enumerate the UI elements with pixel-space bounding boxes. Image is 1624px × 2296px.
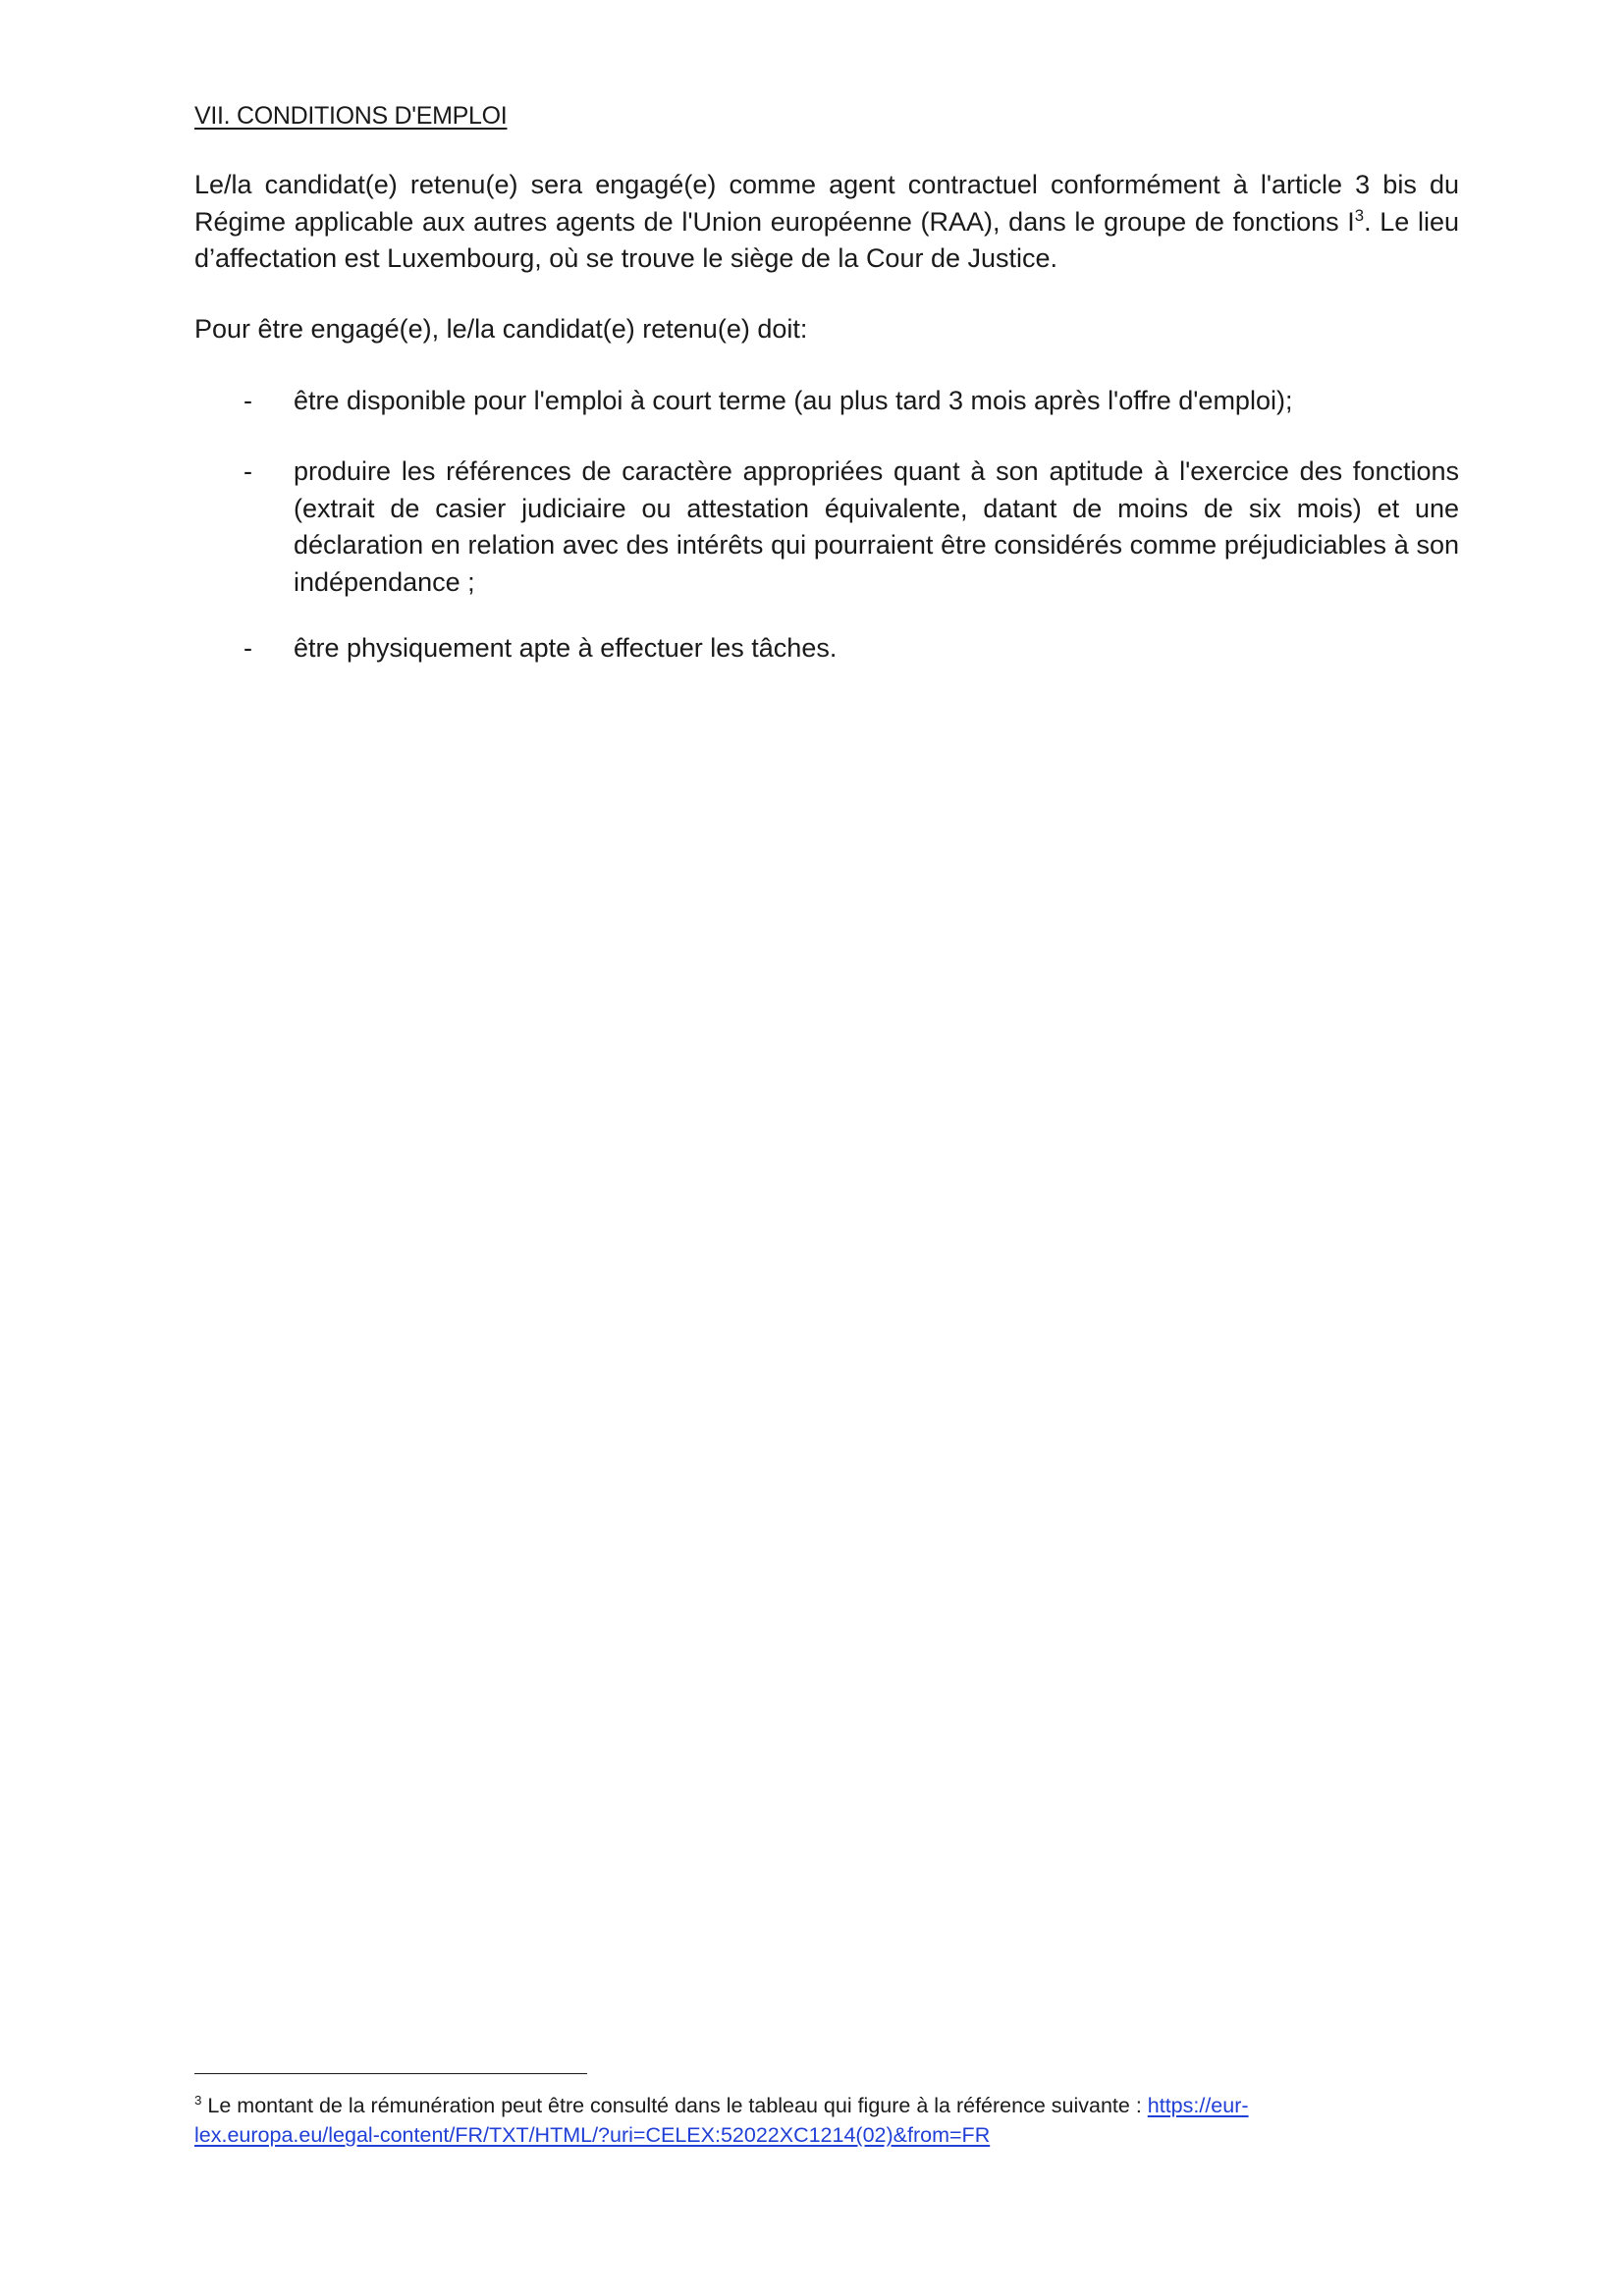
paragraph-text-before-ref: Le/la candidat(e) retenu(e) sera engagé(e) comme agent contractuel conformément à l'article 3 bis du Régime applicable aux autres agents de l'Union européenne (RAA), dans le groupe de fonctions I	[194, 170, 1459, 237]
footnote-separator	[194, 2073, 587, 2074]
list-item-text: être disponible pour l'emploi à court terme (au plus tard 3 mois après l'offre d'emploi);	[294, 386, 1293, 415]
requirements-intro-paragraph: Pour être engagé(e), le/la candidat(e) retenu(e) doit:	[194, 314, 808, 344]
list-item-text: être physiquement apte à effectuer les tâches.	[294, 633, 838, 663]
dash-bullet: -	[244, 456, 252, 486]
section-title: VII. CONDITIONS D'EMPLOI	[194, 102, 508, 130]
paragraph-text-after-ref: . Le lieu d’affectation est Luxembourg, où se trouve le siège de la Cour de Justice.	[194, 206, 1459, 273]
footnote	[194, 2091, 1333, 2150]
footnote-link[interactable]: https://eur-lex.europa.eu/legal-content/FR/TXT/HTML/?uri=CELEX:52022XC1214(02)&from=FR	[194, 2094, 1249, 2147]
employment-conditions-paragraph	[194, 167, 1459, 278]
dash-bullet: -	[244, 633, 252, 663]
dash-bullet: -	[244, 386, 252, 415]
footnote-reference[interactable]: 3	[1354, 205, 1365, 225]
footnote-text: Le montant de la rémunération peut être consulté dans le tableau qui figure à la référence suivante :	[207, 2094, 1148, 2117]
footnote-number: 3	[194, 2092, 202, 2108]
list-item-text: produire les références de caractère appropriées quant à son aptitude à l'exercice des fonctions (extrait de casier judiciaire ou attestation équivalente, datant de moins de six mois) et une déclaration en relation avec des intérêts qui pourraient être considérés comme préjudiciables à son indépendance ;	[294, 456, 1459, 597]
